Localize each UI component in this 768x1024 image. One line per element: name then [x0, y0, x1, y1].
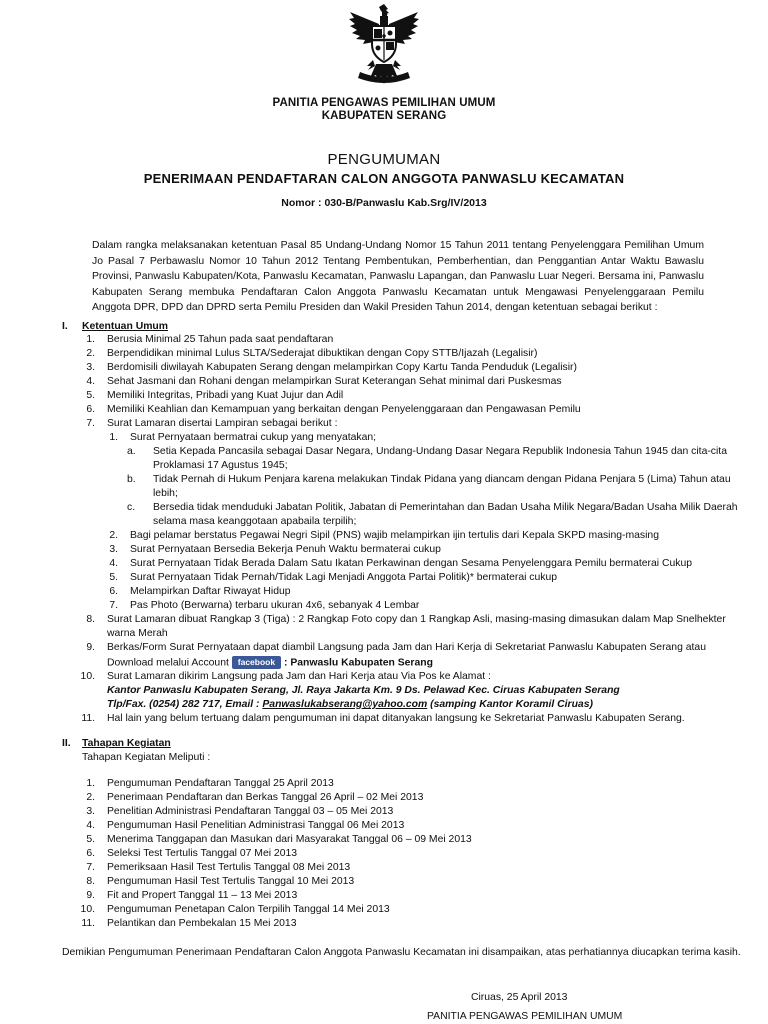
schedule-item: Menerima Tanggapan dan Masukan dari Masyarakat Tanggal 06 – 09 Mei 2013 — [107, 834, 472, 845]
list-item: Memiliki Keahlian dan Kemampuan yang berkaitan dengan Penyelenggaraan dan Pengawasan Pemilu — [107, 404, 581, 415]
schedule-item: Pemeriksaan Hasil Test Tertulis Tanggal 08 Mei 2013 — [107, 862, 351, 873]
list-number: 1. — [86, 778, 95, 789]
list-number: 6. — [86, 848, 95, 859]
sublist-item: Bagi pelamar berstatus Pegawai Negri Sipil (PNS) wajib melampirkan ijin tertulis dari Kepala SKPD masing-masing — [130, 530, 659, 541]
sublist-number: 3. — [109, 544, 118, 555]
letter-item-cont: selama masa keanggotaan apabaila terpilih; — [153, 516, 357, 527]
intro-paragraph: Dalam rangka melaksanakan ketentuan Pasal 85 Undang-Undang Nomor 15 Tahun 2011 tentang Penyelenggara Pemilihan Umum Jo Pasal 7 Perbawaslu Nomor 10 Tahun 2012 Tentang Pembentukan, Pemberhentian, dan Penggantian Antar Waktu Bawaslu Provinsi, Panwaslu Kabupaten/Kota, Panwaslu Kecamatan, Panwaslu Lapangan, dan Panwaslu Luar Negeri. Bersama ini, Panwaslu Kabupaten Serang membuka Pendaftaran Calon Anggota Panwaslu Kecamatan untuk Mengawasi Penyelenggaraan Pemilu Anggota DPR, DPD dan DPRD serta Pemilu Presiden dan Wakil Presiden Tahun 2014, dengan ketentuan sebagai berikut : — [92, 240, 704, 313]
download-text: Download melalui Account — [107, 657, 229, 669]
contact-line — [107, 699, 593, 711]
org-name-line2: KABUPATEN SERANG — [321, 110, 447, 122]
list-item: Surat Lamaran dibuat Rangkap 3 (Tiga) : 2 Rangkap Foto copy dan 1 Rangkap Asli, masing-masing dimasukan dalam Map Snelhekter — [107, 614, 726, 625]
list-number: 5. — [86, 834, 95, 845]
document-number: Nomor : 030-B/Panwaslu Kab.Srg/IV/2013 — [281, 197, 487, 209]
sublist-item: Surat Pernyataan Tidak Pernah/Tidak Lagi Menjadi Anggota Partai Politik)* bermaterai cukup — [130, 572, 558, 583]
list-number: 9. — [86, 890, 95, 901]
list-number: 3. — [86, 806, 95, 817]
sublist-number: 2. — [109, 530, 118, 541]
letter-item-cont: Proklamasi 17 Agustus 1945; — [153, 460, 288, 471]
closing-paragraph: Demikian Pengumuman Penerimaan Pendaftaran Calon Anggota Panwaslu Kecamatan ini disampaikan, atas perhatiannya diucapkan terima kasih. — [62, 947, 741, 958]
schedule-item: Pengumuman Penetapan Calon Terpilih Tanggal 14 Mei 2013 — [107, 904, 390, 915]
list-number: 11. — [81, 918, 95, 929]
list-number: 4. — [86, 376, 95, 387]
list-item: Memiliki Integritas, Pribadi yang Kuat Jujur dan Adil — [107, 390, 344, 401]
office-address: Kantor Panwaslu Kabupaten Serang, Jl. Raya Jakarta Km. 9 Ds. Pelawad Kec. Ciruas Kabupaten Serang — [107, 685, 620, 696]
list-number: 2. — [86, 348, 95, 359]
section2-intro: Tahapan Kegiatan Meliputi : — [82, 752, 211, 763]
schedule-item: Pelantikan dan Pembekalan 15 Mei 2013 — [107, 918, 297, 929]
list-number: 8. — [86, 876, 95, 887]
sublist-item: Pas Photo (Berwarna) terbaru ukuran 4x6, sebanyak 4 Lembar — [130, 600, 420, 611]
list-item: Sehat Jasmani dan Rohani dengan melampirkan Surat Keterangan Sehat minimal dari Puskesmas — [107, 376, 562, 387]
list-number: 11. — [81, 713, 95, 724]
list-item-cont — [107, 656, 433, 669]
page-title: PENGUMUMAN — [327, 151, 441, 168]
letter-item: Tidak Pernah di Hukum Penjara karena melakukan Tindak Pidana yang diancam dengan Pidana Penjara 5 (Lima) Tahun atau — [153, 474, 731, 485]
signature-org: PANITIA PENGAWAS PEMILIHAN UMUM — [427, 1011, 623, 1022]
letter-item: Bersedia tidak menduduki Jabatan Politik, Jabatan di Pemerintahan dan Badan Usaha Milik Negara/Badan Usaha Milik Daerah — [153, 502, 738, 513]
email-link[interactable]: Panwaslukabserang@yahoo.com — [262, 699, 428, 710]
letter-marker: a. — [127, 446, 136, 457]
facebook-badge: facebook — [232, 656, 281, 669]
schedule-item: Penerimaan Pendaftaran dan Berkas Tanggal 26 April – 02 Mei 2013 — [107, 792, 424, 803]
facebook-account-name: : Panwaslu Kabupaten Serang — [283, 657, 433, 669]
sublist-number: 1. — [109, 432, 118, 443]
schedule-item: Seleksi Test Tertulis Tanggal 07 Mei 2013 — [107, 848, 298, 859]
schedule-item: Pengumuman Pendaftaran Tanggal 25 April 2013 — [107, 778, 334, 789]
sublist-item: Surat Pernyataan Tidak Berada Dalam Satu Ikatan Perkawinan dengan Sesama Penyelenggara Pemilu bermaterai Cukup — [130, 558, 693, 569]
letter-marker: b. — [127, 474, 136, 485]
list-item: Surat Lamaran dikirim Langsung pada Jam dan Hari Kerja atau Via Pos ke Alamat : — [107, 671, 491, 682]
garuda-emblem-icon — [346, 2, 422, 90]
list-number: 8. — [86, 614, 95, 625]
list-item-cont: warna Merah — [107, 628, 168, 639]
list-number: 9. — [86, 642, 95, 653]
sublist-number: 7. — [109, 600, 118, 611]
schedule-item: Penelitian Administrasi Pendaftaran Tanggal 03 – 05 Mei 2013 — [107, 806, 394, 817]
list-item: Berpendidikan minimal Lulus SLTA/Sederajat dibuktikan dengan Copy STTB/Ijazah (Legalisir) — [107, 348, 538, 359]
schedule-item: Fit and Propert Tanggal 11 – 13 Mei 2013 — [107, 890, 298, 901]
sublist-item: Surat Pernyataan bermatrai cukup yang menyatakan; — [130, 432, 377, 443]
list-number: 1. — [86, 334, 95, 345]
list-item: Hal lain yang belum tertuang dalam pengumuman ini dapat ditanyakan langsung ke Sekretariat Panwaslu Kabupaten Serang. — [107, 713, 685, 724]
list-number: 3. — [86, 362, 95, 373]
sublist-number: 4. — [109, 558, 118, 569]
list-item: Surat Lamaran disertai Lampiran sebagai berikut : — [107, 418, 338, 429]
page-subtitle: PENERIMAAN PENDAFTARAN CALON ANGGOTA PANWASLU KECAMATAN — [143, 171, 625, 186]
section1-title: Ketentuan Umum — [82, 321, 169, 332]
list-number: 10. — [80, 904, 95, 915]
sublist-item: Melampirkan Daftar Riwayat Hidup — [130, 586, 291, 597]
schedule-item: Pengumuman Hasil Test Tertulis Tanggal 10 Mei 2013 — [107, 876, 355, 887]
list-number: 10. — [80, 671, 95, 682]
list-item: Berdomisili diwilayah Kabupaten Serang dengan melampirkan Copy Kartu Tanda Penduduk (Legalisir) — [107, 362, 577, 373]
list-item: Berusia Minimal 25 Tahun pada saat pendaftaran — [107, 334, 334, 345]
list-number: 2. — [86, 792, 95, 803]
list-item: Berkas/Form Surat Pernyataan dapat diambil Langsung pada Jam dan Hari Kerja di Sekretariat Panwaslu Kabupaten Serang atau — [107, 642, 706, 653]
sublist-number: 5. — [109, 572, 118, 583]
list-number: 5. — [86, 390, 95, 401]
org-name-line1: PANITIA PENGAWAS PEMILIHAN UMUM — [272, 97, 496, 109]
list-number: 4. — [86, 820, 95, 831]
sublist-number: 6. — [109, 586, 118, 597]
letter-marker: c. — [127, 502, 136, 513]
letter-item-cont: lebih; — [153, 488, 178, 499]
list-number: 7. — [86, 862, 95, 873]
phone-fax: Tlp/Fax. (0254) 282 717, Email : — [107, 699, 263, 710]
sublist-item: Surat Pernyataan Bersedia Bekerja Penuh Waktu bermaterai cukup — [130, 544, 441, 555]
section2-number: II. — [62, 738, 71, 749]
schedule-item: Pengumuman Hasil Penelitian Administrasi Tanggal 06 Mei 2013 — [107, 820, 405, 831]
section2-title: Tahapan Kegiatan — [82, 738, 171, 749]
place-date: Ciruas, 25 April 2013 — [471, 992, 568, 1003]
letter-item: Setia Kepada Pancasila sebagai Dasar Negara, Undang-Undang Dasar Negara Republik Indonesia Tahun 1945 dan cita-cita — [153, 446, 727, 457]
list-number: 7. — [86, 418, 95, 429]
section1-number: I. — [62, 321, 68, 332]
list-number: 6. — [86, 404, 95, 415]
location-note: (samping Kantor Koramil Ciruas) — [427, 699, 593, 710]
